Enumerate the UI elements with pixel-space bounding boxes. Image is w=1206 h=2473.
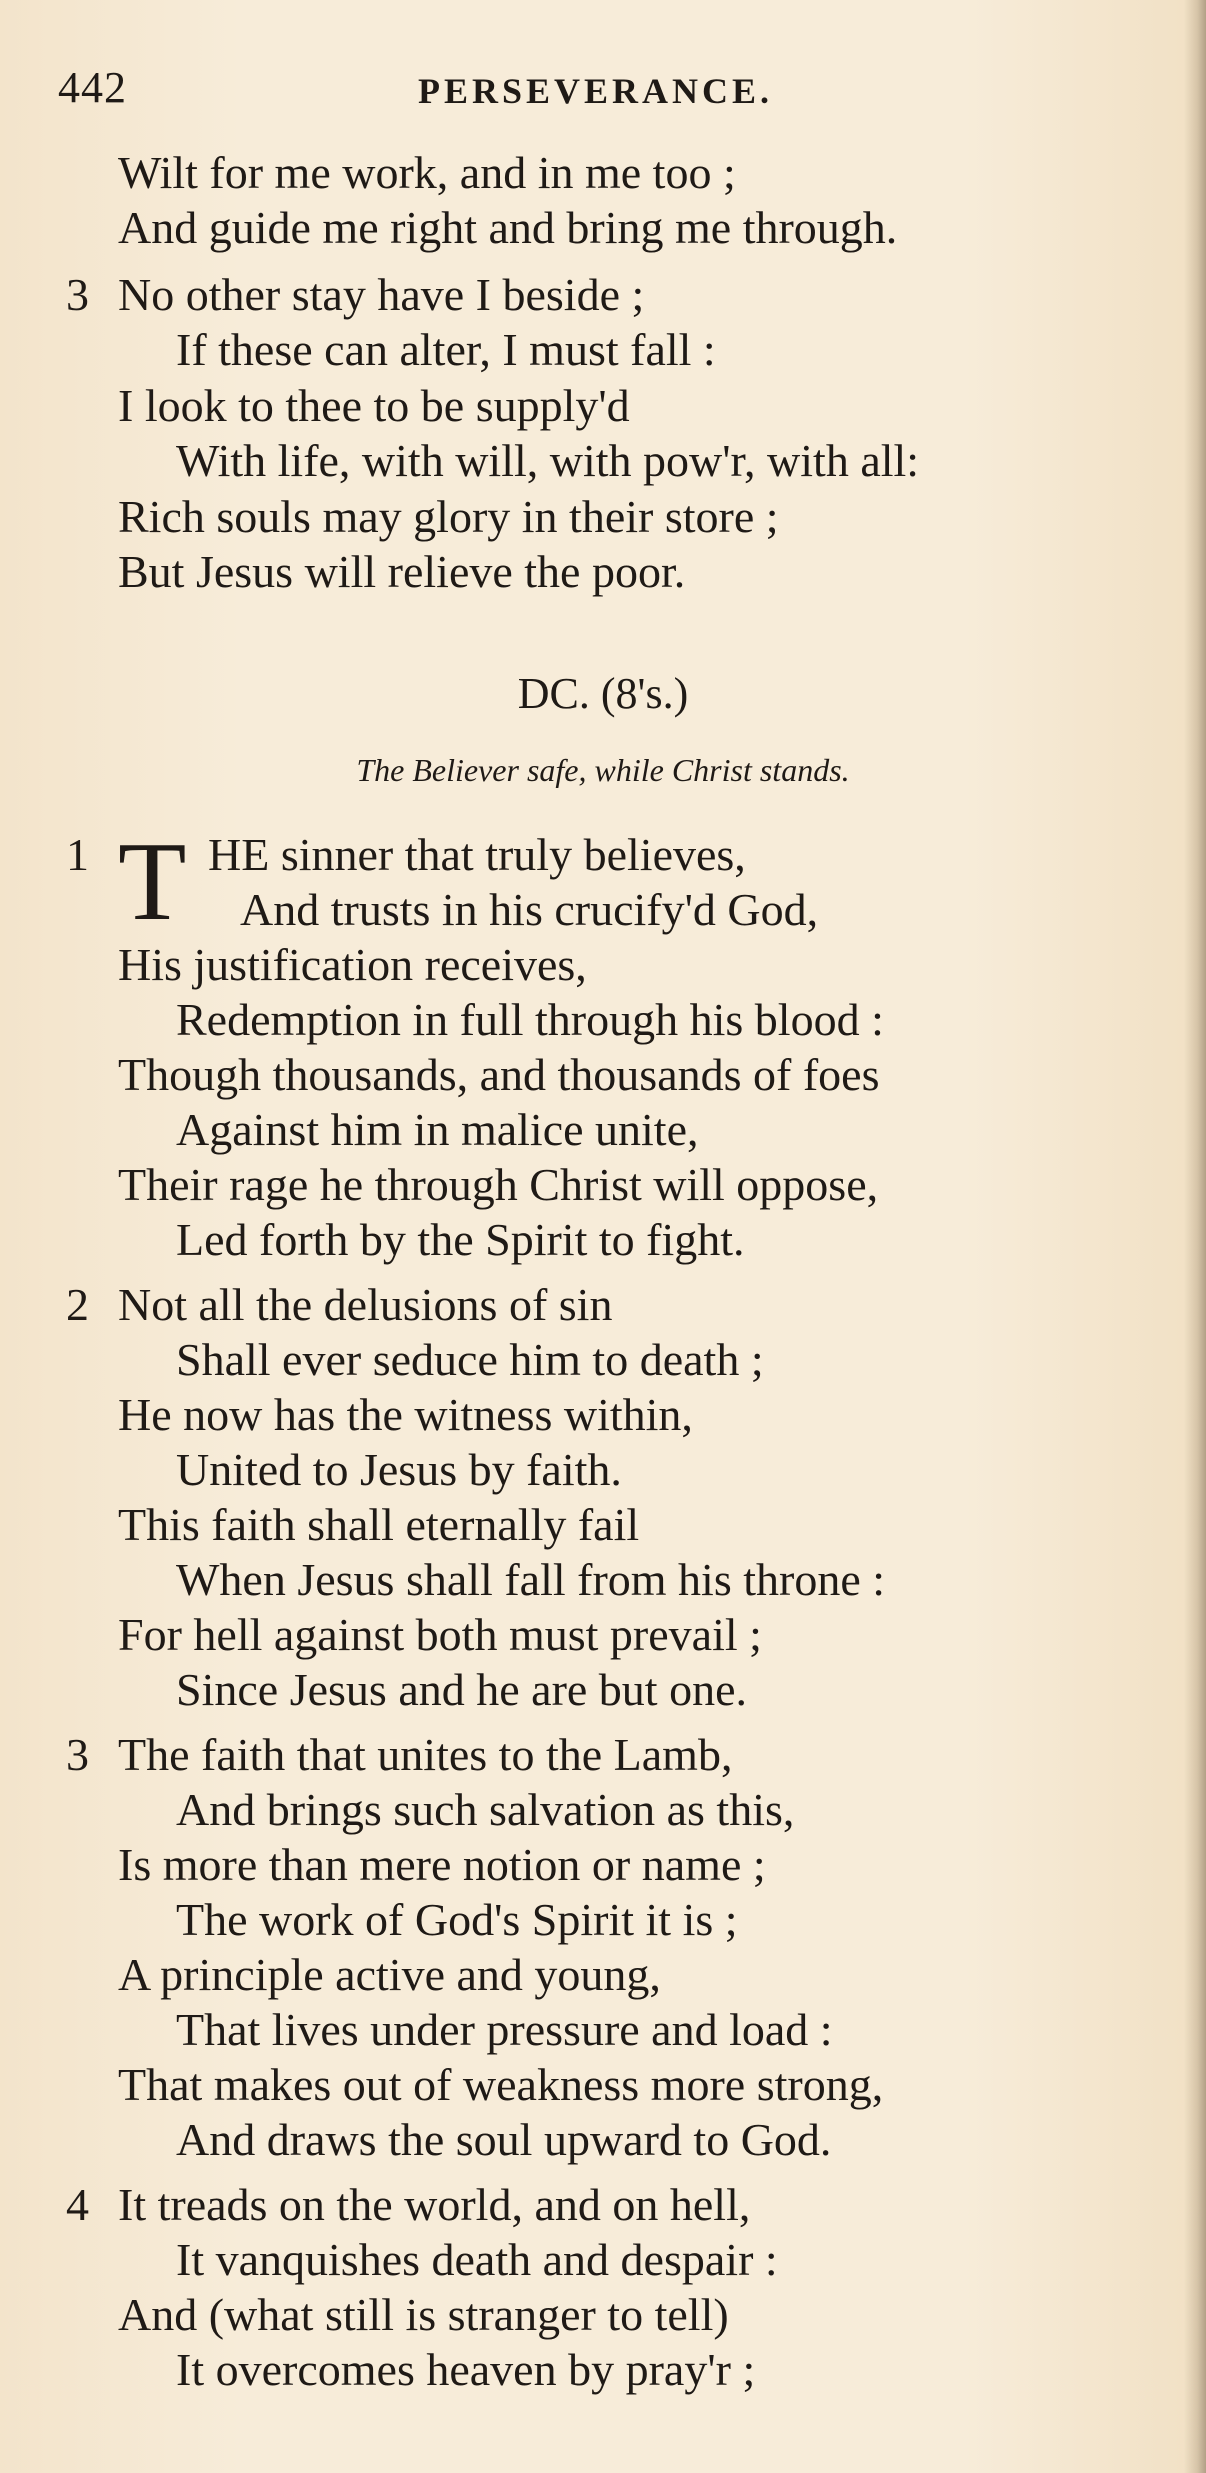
- verse-line: For hell against both must prevail ;: [118, 1609, 762, 1660]
- verse-line: Though thousands, and thousands of foes: [118, 1049, 880, 1100]
- verse-line: Rich souls may glory in their store ;: [118, 491, 779, 542]
- page-number: 442: [58, 63, 127, 112]
- verse-line: His justification receives,: [118, 939, 587, 990]
- verse-line: I look to thee to be supply'd: [118, 380, 630, 431]
- verse-line: Not all the delusions of sin: [118, 1279, 613, 1330]
- verse-line: No other stay have I beside ;: [118, 269, 645, 320]
- verse-line: Is more than mere notion or name ;: [118, 1839, 766, 1890]
- stanza-number: 3: [66, 269, 89, 320]
- verse-line: When Jesus shall fall from his throne :: [176, 1554, 886, 1605]
- verse-line: The faith that unites to the Lamb,: [118, 1729, 733, 1780]
- stanza-number: 3: [66, 1729, 89, 1780]
- verse-line: HE sinner that truly believes,: [208, 829, 746, 880]
- verse-line: And guide me right and bring me through.: [118, 202, 898, 253]
- verse-line: Their rage he through Christ will oppose,: [118, 1159, 879, 1210]
- stanza-number: 1: [66, 829, 89, 880]
- verse-line: And brings such salvation as this,: [176, 1784, 795, 1835]
- verse-line: It vanquishes death and despair :: [176, 2234, 778, 2285]
- stanza-number: 4: [66, 2179, 89, 2230]
- running-title: PERSEVERANCE.: [418, 71, 774, 111]
- verse-line: A principle active and young,: [118, 1949, 661, 2000]
- verse-line: Redemption in full through his blood :: [176, 994, 884, 1045]
- verse-line: It treads on the world, and on hell,: [118, 2179, 751, 2230]
- hymn-title: The Believer safe, while Christ stands.: [356, 752, 850, 788]
- verse-line: United to Jesus by faith.: [176, 1444, 622, 1495]
- verse-line: With life, with will, with pow'r, with all:: [176, 435, 920, 486]
- verse-line: This faith shall eternally fail: [118, 1499, 640, 1550]
- verse-line: And (what still is stranger to tell): [118, 2289, 729, 2340]
- verse-line: It overcomes heaven by pray'r ;: [176, 2344, 756, 2395]
- verse-line: If these can alter, I must fall :: [176, 324, 716, 375]
- verse-line: Wilt for me work, and in me too ;: [118, 147, 736, 198]
- verse-line: He now has the witness within,: [118, 1389, 693, 1440]
- verse-line: Against him in malice unite,: [176, 1104, 699, 1155]
- stanza-number: 2: [66, 1279, 89, 1330]
- verse-line: And draws the soul upward to God.: [176, 2114, 832, 2165]
- verse-line: And trusts in his crucify'd God,: [240, 884, 819, 935]
- hymn-number: DC. (8's.): [517, 669, 689, 718]
- verse-line: That lives under pressure and load :: [176, 2004, 833, 2055]
- verse-line: The work of God's Spirit it is ;: [176, 1894, 738, 1945]
- page-header: [58, 62, 1158, 122]
- verse-line: Led forth by the Spirit to fight.: [176, 1214, 745, 1265]
- verse-line: Shall ever seduce him to death ;: [176, 1334, 764, 1385]
- verse-line: That makes out of weakness more strong,: [118, 2059, 884, 2110]
- drop-cap: T: [118, 820, 187, 944]
- verse-line: But Jesus will relieve the poor.: [118, 546, 686, 597]
- spine-shadow: [1184, 0, 1206, 2473]
- verse-line: Since Jesus and he are but one.: [176, 1664, 748, 1715]
